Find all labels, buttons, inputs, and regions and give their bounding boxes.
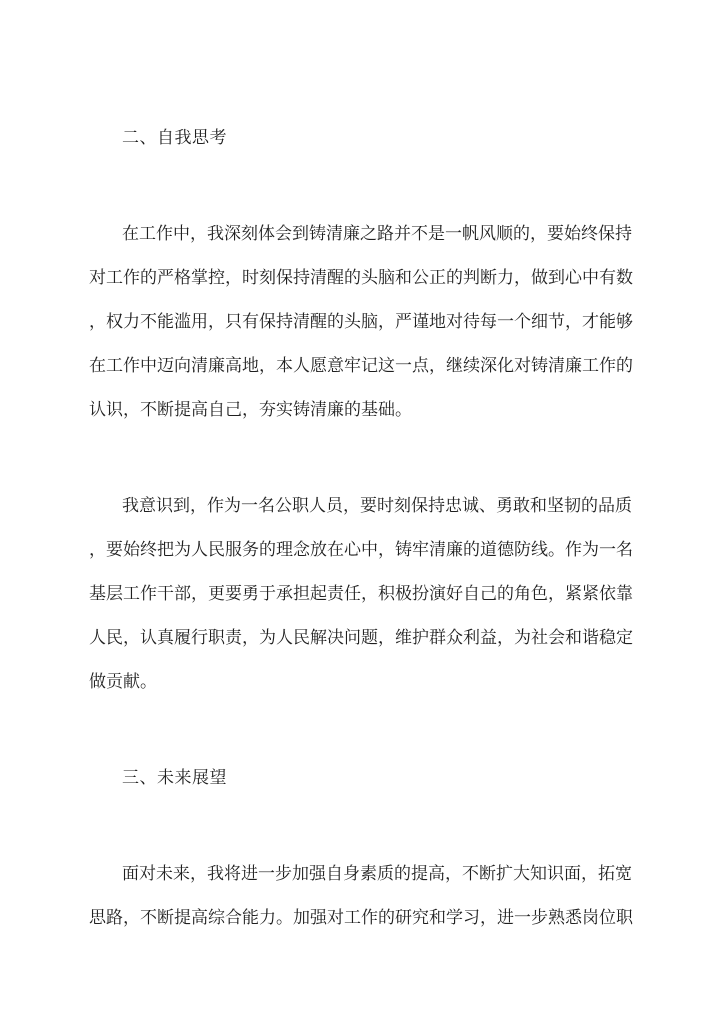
paragraph-line: 在工作中迈向清廉高地，本人愿意牢记这一点，继续深化对铸清廉工作的 <box>89 356 633 376</box>
section-heading-self-reflection: 二、自我思考 <box>122 128 227 148</box>
paragraph-line: ，权力不能滥用，只有保持清醒的头脑，严谨地对待每一个细节，才能够 <box>89 312 633 332</box>
paragraph-line: 面对未来，我将进一步加强自身素质的提高，不断扩大知识面，拓宽 <box>122 864 632 884</box>
paragraph-line: 人民，认真履行职责，为人民解决问题，维护群众利益，为社会和谐稳定 <box>89 628 633 648</box>
paragraph-line: 在工作中，我深刻体会到铸清廉之路并不是一帆风顺的，要始终保持 <box>122 224 632 244</box>
paragraph-line: ，要始终把为人民服务的理念放在心中，铸牢清廉的道德防线。作为一名 <box>89 540 633 560</box>
paragraph-line: 做贡献。 <box>89 672 157 692</box>
section-heading-future-outlook: 三、未来展望 <box>122 768 227 788</box>
paragraph-line: 思路，不断提高综合能力。加强对工作的研究和学习，进一步熟悉岗位职 <box>89 908 633 928</box>
paragraph-line: 基层工作干部，更要勇于承担起责任，积极扮演好自己的角色，紧紧依靠 <box>89 584 633 604</box>
paragraph-line: 对工作的严格掌控，时刻保持清醒的头脑和公正的判断力，做到心中有数 <box>89 268 633 288</box>
paragraph-line: 认识，不断提高自己，夯实铸清廉的基础。 <box>89 400 412 420</box>
paragraph-line: 我意识到，作为一名公职人员，要时刻保持忠诚、勇敢和坚韧的品质 <box>122 496 632 516</box>
